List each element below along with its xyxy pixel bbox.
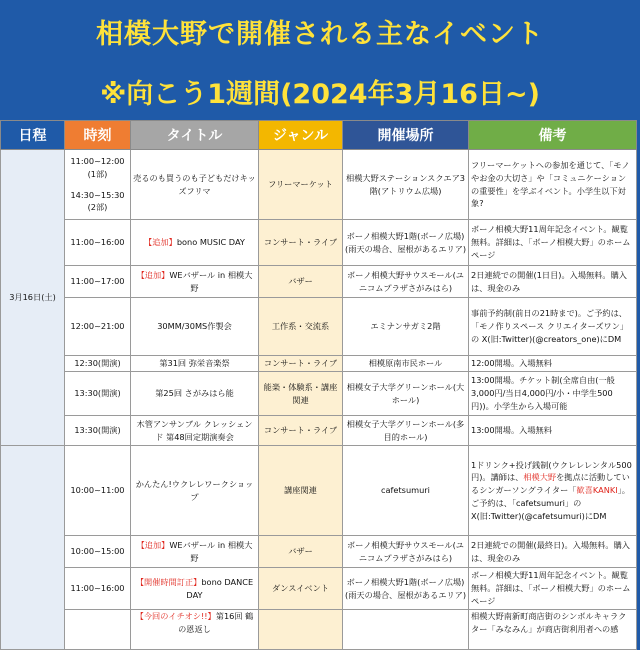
column-header-note: 備考 xyxy=(469,121,637,150)
venue-cell: ボーノ相模大野サウスモール(ユニコムプラザさがみはら) xyxy=(343,266,469,298)
genre-cell: フリーマーケット xyxy=(259,150,343,220)
venue-cell: ボーノ相模大野1階(ボーノ広場)(雨天の場合、屋根があるエリア) xyxy=(343,568,469,610)
time-cell: 11:00~16:00 xyxy=(65,568,131,610)
genre-cell: 講座関連 xyxy=(259,446,343,536)
note-text: 」。ご予約は、「cafetsumuri」の X(旧:Twitter)(@cafetsumuri)にDM xyxy=(471,485,630,521)
title-cell xyxy=(131,446,259,536)
table-row xyxy=(1,372,637,416)
note-cell: 相模大野南新町商店街のシンボルキャラクター「みなみん」が商店街利用者への感 xyxy=(469,610,637,650)
note-cell: ボーノ相模大野11周年記念イベント。観覧無料。詳細は、「ボーノ相模大野」のホームページ xyxy=(469,568,637,610)
title-cell xyxy=(131,536,259,568)
venue-cell: 相模大野ステーションスクエア3階(アトリウム広場) xyxy=(343,150,469,220)
note-cell: 13:00開場。チケット制(全席自由(一般3,000円/当日4,000円/小・中学生500円))。小学生から入場可能 xyxy=(469,372,637,416)
note-text: 1ドリンク+投げ銭制(ウクレレレンタル500円)。講師は、 xyxy=(471,459,632,483)
time-line: 11:00~12:00 xyxy=(70,156,125,167)
event-title: 第25回 さがみはら能 xyxy=(155,388,234,399)
time-cell: 12:00~21:00 xyxy=(65,298,131,356)
column-header-venue: 開催場所 xyxy=(343,121,469,150)
event-title: bono MUSIC DAY xyxy=(176,237,245,248)
title-cell xyxy=(131,150,259,220)
table-row xyxy=(1,610,637,650)
time-cell: 11:00~17:00 xyxy=(65,266,131,298)
time-cell: 13:30(開演) xyxy=(65,416,131,446)
venue-cell: ボーノ相模大野1階(ボーノ広場)(雨天の場合、屋根があるエリア) xyxy=(343,220,469,266)
genre-cell xyxy=(259,610,343,650)
page-header xyxy=(0,0,640,120)
venue-cell: cafetsumuri xyxy=(343,446,469,536)
genre-cell: コンサート・ライブ xyxy=(259,356,343,372)
column-header-date: 日程 xyxy=(1,121,65,150)
table-row xyxy=(1,298,637,356)
genre-cell: 工作系・交流系 xyxy=(259,298,343,356)
event-title: 売るのも買うのも子どもだけキッズフリマ xyxy=(133,172,256,196)
note-cell: フリーマーケットへの参加を通じて、「モノやお金の大切さ」や「コミュニケーションの重要性」を学ぶイベント。小学生以下対象? xyxy=(469,150,637,220)
title-cell xyxy=(131,416,259,446)
event-title: WEバザール in 相模大野 xyxy=(169,269,253,293)
title-cell xyxy=(131,220,259,266)
table-row xyxy=(1,536,637,568)
event-title: 木管アンサンブル クレッシェンド 第48回定期演奏会 xyxy=(136,418,253,442)
date-label: 3月16日(土) xyxy=(9,292,56,303)
venue-cell: ボーノ相模大野サウスモール(ユニコムプラザさがみはら) xyxy=(343,536,469,568)
table-row xyxy=(1,416,637,446)
venue-cell: 相模女子大学グリーンホール(多目的ホール) xyxy=(343,416,469,446)
page-title: 相模大野で開催される主なイベント xyxy=(96,19,544,50)
title-cell xyxy=(131,356,259,372)
genre-cell: コンサート・ライブ xyxy=(259,220,343,266)
note-cell: 2日連続での開催(最終日)。入場無料。購入は、現金のみ xyxy=(469,536,637,568)
note-cell: 2日連続での開催(1日目)。入場無料。購入は、現金のみ xyxy=(469,266,637,298)
date-cell xyxy=(1,446,65,650)
event-title: かんたん!ウクレレワークショップ xyxy=(135,478,254,502)
time-cell: 10:00~11:00 xyxy=(65,446,131,536)
table-row xyxy=(1,150,637,220)
time-cell: 11:00~16:00 xyxy=(65,220,131,266)
event-title: WEバザール in 相模大野 xyxy=(169,539,253,563)
time-cell: 10:00~15:00 xyxy=(65,536,131,568)
table-row xyxy=(1,446,637,536)
note-cell: 13:00開場。入場無料 xyxy=(469,416,637,446)
genre-cell: 能楽・体験系・講座関連 xyxy=(259,372,343,416)
title-cell xyxy=(131,568,259,610)
column-header-title: タイトル xyxy=(131,121,259,150)
table-row xyxy=(1,356,637,372)
time-cell: 13:30(開演) xyxy=(65,372,131,416)
venue-cell: 相模女子大学グリーンホール(大ホール) xyxy=(343,372,469,416)
time-cell xyxy=(65,150,131,220)
venue-cell: エミナンサガミ2階 xyxy=(343,298,469,356)
title-prefix: 【今回のイチオシ!!】 xyxy=(135,611,216,621)
time-line: 14:30~15:30 xyxy=(70,189,125,200)
event-title: 第31回 弥栄音楽祭 xyxy=(159,358,230,369)
title-prefix: 【追加】 xyxy=(136,539,170,550)
event-title: bono DANCE DAY xyxy=(186,576,254,600)
note-cell: 事前予約制(前日の21時まで)。ご予約は、「モノ作りスペース クリエイターズワン」の X(旧:Twitter)(@creators_one)にDM xyxy=(469,298,637,356)
table-row xyxy=(1,568,637,610)
date-cell xyxy=(1,150,65,446)
venue-cell: 相模原南市民ホール xyxy=(343,356,469,372)
column-header-genre: ジャンル xyxy=(259,121,343,150)
table-header-row xyxy=(1,121,637,150)
event-title: 第16回 鶴の恩返し xyxy=(178,611,254,634)
genre-cell: バザー xyxy=(259,536,343,568)
title-cell xyxy=(131,372,259,416)
note-text: を拠点に活動しているシンガーソングライター「 xyxy=(471,472,630,496)
title-prefix: 【開催時間訂正】 xyxy=(135,576,202,587)
time-cell xyxy=(65,610,131,650)
note-highlight: 歓喜KANKI xyxy=(576,485,618,496)
table-row xyxy=(1,220,637,266)
time-line: (1部) xyxy=(87,168,108,179)
title-cell xyxy=(131,266,259,298)
title-cell xyxy=(131,298,259,356)
time-cell: 12:30(開演) xyxy=(65,356,131,372)
title-prefix: 【追加】 xyxy=(136,269,170,280)
title-prefix: 【追加】 xyxy=(144,237,177,248)
time-line: (2部) xyxy=(87,202,108,213)
page-subtitle: ※向こう1週間(2024年3月16日~) xyxy=(100,79,540,110)
note-cell: 12:00開場。入場無料 xyxy=(469,356,637,372)
column-header-time: 時刻 xyxy=(65,121,131,150)
note-cell: ボーノ相模大野11周年記念イベント。観覧無料。詳細は、「ボーノ相模大野」のホームページ xyxy=(469,220,637,266)
venue-cell xyxy=(343,610,469,650)
note-cell xyxy=(469,446,637,536)
table-row xyxy=(1,266,637,298)
event-table xyxy=(0,120,637,650)
time-line xyxy=(67,181,128,189)
genre-cell: バザー xyxy=(259,266,343,298)
genre-cell: コンサート・ライブ xyxy=(259,416,343,446)
title-cell xyxy=(131,610,259,650)
note-highlight: 相模大野 xyxy=(523,472,557,483)
genre-cell: ダンスイベント xyxy=(259,568,343,610)
event-title: 30MM/30MS作製会 xyxy=(157,321,232,332)
